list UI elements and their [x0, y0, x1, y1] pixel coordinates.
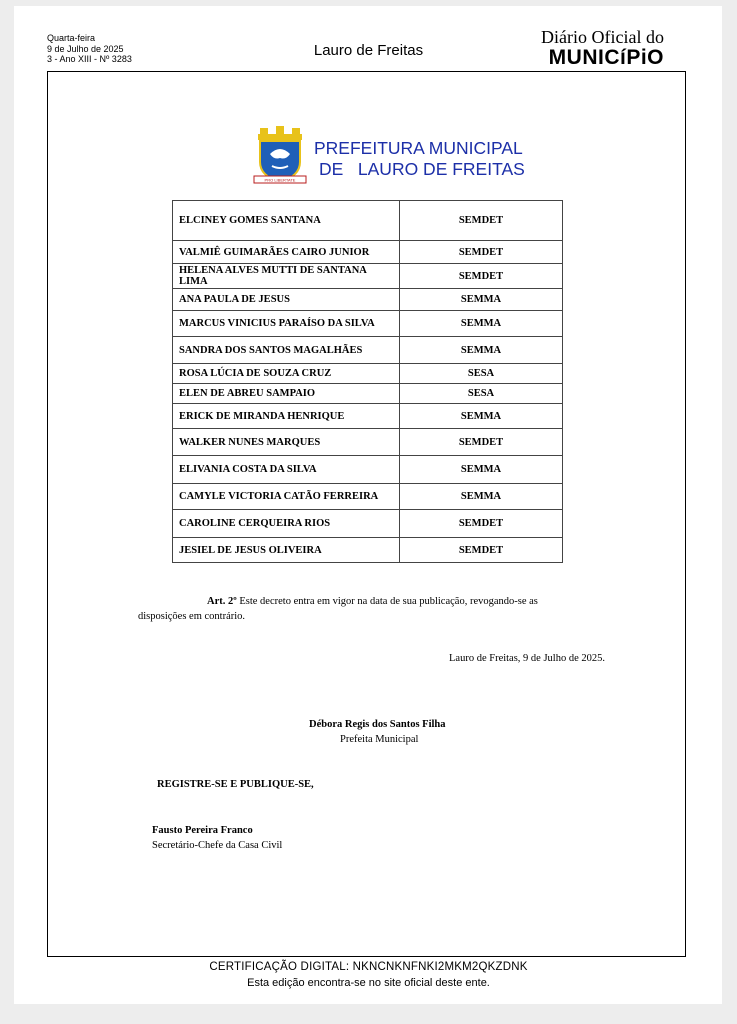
employee-secretariat: SEMMA [400, 404, 563, 429]
employee-secretariat: SEMMA [400, 289, 563, 311]
registre-publique: REGISTRE-SE E PUBLIQUE-SE, [157, 779, 314, 790]
prefeitura-heading [314, 138, 525, 180]
coat-of-arms-icon [252, 126, 308, 188]
employee-secretariat: SEMMA [400, 484, 563, 510]
logo-bottom-text: MUNICíPiO [548, 46, 664, 69]
employee-secretariat: SEMMA [400, 337, 563, 364]
employee-secretariat: SEMDET [400, 538, 563, 563]
signer2-title: Secretário-Chefe da Casa Civil [152, 840, 283, 851]
employee-name: JESIEL DE JESUS OLIVEIRA [173, 538, 400, 563]
logo-top-text: Diário Oficial do [541, 27, 664, 47]
city-title: Lauro de Freitas [313, 42, 424, 59]
employee-name: CAROLINE CERQUEIRA RIOS [173, 510, 400, 538]
article-label: Art. 2º [207, 596, 237, 607]
employee-name: HELENA ALVES MUTTI DE SANTANA LIMA [173, 264, 400, 289]
table-row [173, 538, 563, 563]
table-row [173, 201, 563, 241]
prefeitura-line-1: PREFEITURA MUNICIPAL [314, 138, 523, 158]
table-row [173, 337, 563, 364]
article-text-2: disposições em contrário. [138, 611, 246, 622]
article-line-1 [207, 596, 538, 607]
employee-secretariat: SEMMA [400, 311, 563, 337]
place-date: Lauro de Freitas, 9 de Julho de 2025. [449, 653, 606, 664]
employee-name: SANDRA DOS SANTOS MAGALHÃES [173, 337, 400, 364]
employee-secretariat: SESA [400, 384, 563, 404]
signer1-name: Débora Regis dos Santos Filha [309, 719, 446, 730]
weekday: Quarta-feira [47, 33, 96, 43]
employee-name: ANA PAULA DE JESUS [173, 289, 400, 311]
table-row [173, 510, 563, 538]
official-site-note: Esta edição encontra-se no site oficial deste ente. [247, 977, 490, 989]
table-row [173, 311, 563, 337]
employee-secretariat: SEMDET [400, 201, 563, 241]
employee-name: WALKER NUNES MARQUES [173, 429, 400, 456]
signer2-name: Fausto Pereira Franco [152, 825, 253, 836]
signer1-title: Prefeita Municipal [340, 734, 419, 745]
table-row [173, 404, 563, 429]
employee-secretariat: SEMDET [400, 429, 563, 456]
employee-name: VALMIÊ GUIMARÃES CAIRO JUNIOR [173, 241, 400, 264]
employee-name: ELCINEY GOMES SANTANA [173, 201, 400, 241]
table-row [173, 484, 563, 510]
prefeitura-line-2: DE LAURO DE FREITAS [319, 159, 525, 179]
employee-name: MARCUS VINICIUS PARAÍSO DA SILVA [173, 311, 400, 337]
employee-name: ELIVANIA COSTA DA SILVA [173, 456, 400, 484]
article-text-1: Este decreto entra em vigor na data de sua publicação, revogando-se as [239, 596, 538, 607]
table-row [173, 289, 563, 311]
issue-date: 9 de Julho de 2025 [47, 43, 124, 54]
crest-motto: PRO LIBERTATE [264, 177, 296, 183]
employee-name: ERICK DE MIRANDA HENRIQUE [173, 404, 400, 429]
employee-name: CAMYLE VICTORIA CATÃO FERREIRA [173, 484, 400, 510]
table-row [173, 364, 563, 384]
table-row [173, 384, 563, 404]
roster-table [172, 200, 563, 563]
table-row [173, 456, 563, 484]
digital-certification: CERTIFICAÇÃO DIGITAL: NKNCNKNFNKI2MKM2QKZDNK [209, 961, 528, 973]
employee-name: ELEN DE ABREU SAMPAIO [173, 384, 400, 404]
employee-secretariat: SESA [400, 364, 563, 384]
employee-name: ROSA LÚCIA DE SOUZA CRUZ [173, 364, 400, 384]
employee-secretariat: SEMDET [400, 510, 563, 538]
table-row [173, 241, 563, 264]
table-row [173, 264, 563, 289]
employee-secretariat: SEMDET [400, 264, 563, 289]
edition-number: 3 - Ano XIII - Nº 3283 [47, 54, 132, 64]
employee-secretariat: SEMMA [400, 456, 563, 484]
diario-oficial-logo [541, 28, 664, 68]
employee-secretariat: SEMDET [400, 241, 563, 264]
table-row [173, 429, 563, 456]
